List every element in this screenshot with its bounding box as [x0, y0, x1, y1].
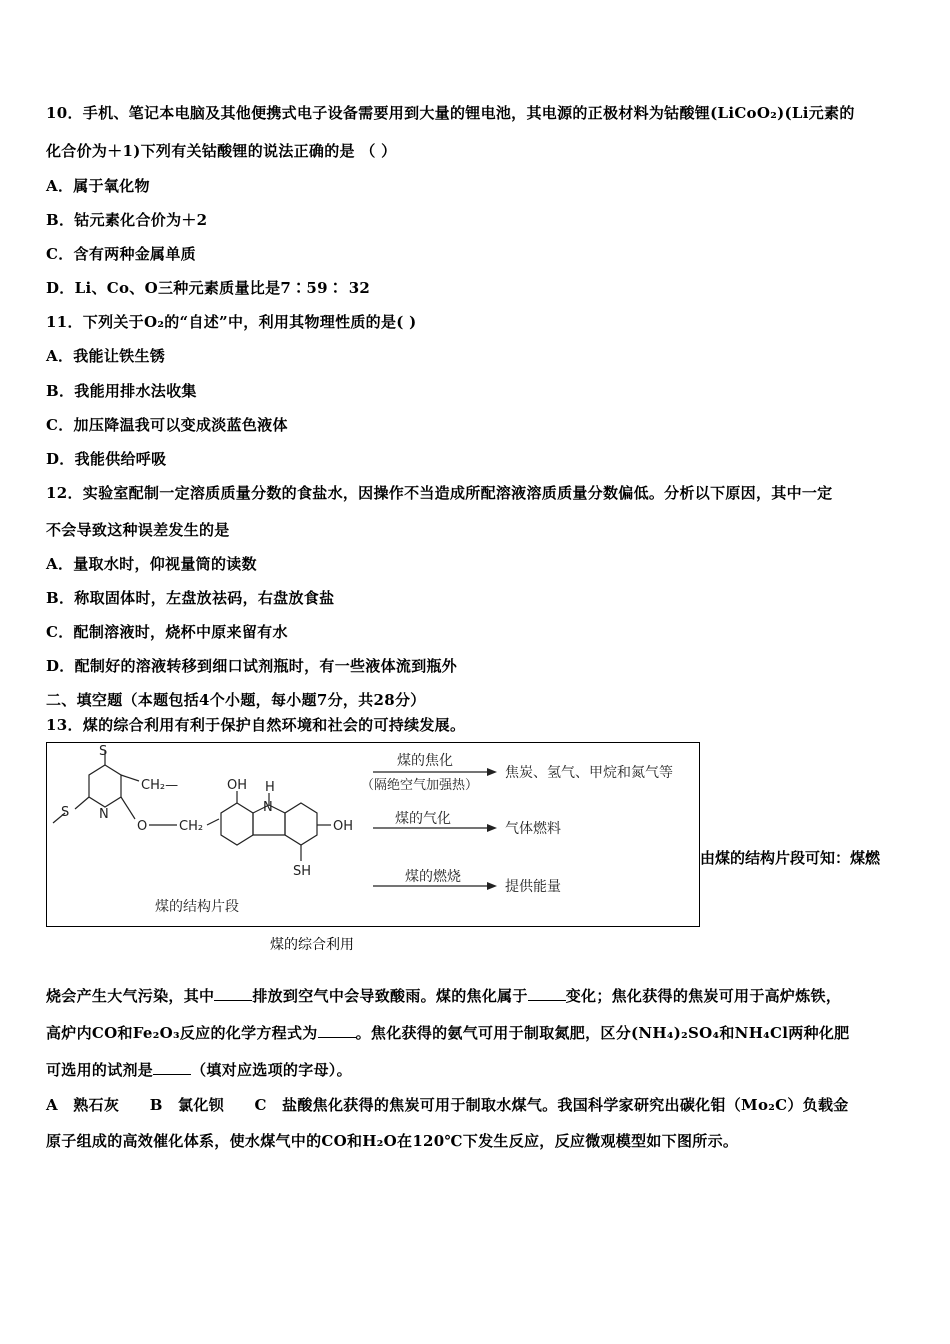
coal-structure-diagram: [47, 743, 699, 926]
q12-option-a: A．量取水时，仰视量筒的读数: [46, 555, 257, 573]
section-heading: 二、填空题（本题包括4个小题，每小题7分，共28分）: [46, 691, 426, 709]
arrow2-label: 煤的气化: [395, 811, 451, 827]
arrow1-condition: （隔绝空气加强热）: [361, 778, 479, 793]
q11-option-b: B．我能用排水法收集: [46, 382, 197, 400]
carbazole-right-ring: [285, 803, 317, 845]
q12-option-b: B．称取固体时，左盘放祛码，右盘放食盐: [46, 589, 335, 607]
coal-utilization-figure: [46, 742, 700, 927]
atom-ch2-link: CH₂: [179, 819, 204, 834]
q13-para-line5: 原子组成的高效催化体系，使水煤气中的CO和H₂O在120℃下发生反应，反应微观模型如下图所示。: [46, 1132, 739, 1150]
q13-text: 烧会产生大气污染，其中: [46, 987, 215, 1005]
atom-n-ring: N: [99, 807, 109, 822]
atom-o-link: O: [137, 819, 148, 834]
carbazole-left-ring: [221, 803, 253, 845]
q10-option-c: C．含有两种金属单质: [46, 245, 196, 263]
q13-text: 高炉内CO和Fe₂O₃反应的化学方程式为: [46, 1024, 318, 1042]
q13-text: 变化；焦化获得的焦炭可用于高炉炼铁，: [565, 987, 842, 1005]
arrow3-label: 煤的燃烧: [405, 869, 461, 885]
answer-blank-4[interactable]: [153, 1062, 191, 1075]
product2: 气体燃料: [505, 821, 561, 837]
atom-oh-1: OH: [227, 778, 248, 793]
arrow1-label: 煤的焦化: [397, 753, 453, 769]
q13-text: （填对应选项的字母）。: [191, 1061, 352, 1079]
atom-sh: SH: [293, 864, 312, 879]
arrow3-head: [487, 882, 497, 890]
q13-para-line1: [46, 985, 841, 1006]
arrow2-head: [487, 824, 497, 832]
arrow1-head: [487, 768, 497, 776]
q12-option-c: C．配制溶液时，烧杯中原来留有水: [46, 623, 288, 641]
answer-blank-3[interactable]: [318, 1025, 356, 1038]
atom-s-top: S: [99, 744, 108, 759]
q13-side-text: 由煤的结构片段可知：煤燃: [700, 849, 881, 867]
q10-stem-line2: 化合价为＋1)下列有关钴酸锂的说法正确的是 （ ）: [46, 142, 397, 160]
q10-option-d: D．Li、Co、O三种元素质量比是7∶59∶ 32: [46, 279, 371, 297]
answer-blank-2[interactable]: [528, 988, 566, 1001]
q13-para-line2: [46, 1022, 849, 1043]
atom-oh-2: OH: [333, 819, 354, 834]
q13-text: 可选用的试剂是: [46, 1061, 154, 1079]
q13-para-line4: A 熟石灰 B 氯化钡 C 盐酸焦化获得的焦炭可用于制取水煤气。我国科学家研究出碳化钼（Mo₂C）负载金: [46, 1096, 849, 1114]
q10-option-a: A．属于氧化物: [46, 177, 150, 195]
q13-para-line3: [46, 1059, 352, 1080]
q10-option-b: B．钴元素化合价为＋2: [46, 211, 208, 229]
product3: 提供能量: [505, 879, 561, 895]
q13-stem: 13．煤的综合利用有利于保护自然环境和社会的可持续发展。: [46, 716, 466, 734]
atom-nh-n: N: [263, 800, 273, 815]
atom-ch2-top: CH₂—: [141, 778, 179, 793]
q11-stem: 11．下列关于O₂的“自述”中，利用其物理性质的是( ): [46, 313, 417, 331]
pyridine-ring: [89, 765, 121, 807]
q12-option-d: D．配制好的溶液转移到细口试剂瓶时，有一些液体流到瓶外: [46, 657, 458, 675]
product1: 焦炭、氢气、甲烷和氮气等: [505, 765, 673, 781]
q11-option-c: C．加压降温我可以变成淡蓝色液体: [46, 416, 288, 434]
q13-text: 排放到空气中会导致酸雨。煤的焦化属于: [252, 987, 528, 1005]
q11-option-a: A．我能让铁生锈: [46, 347, 166, 365]
atom-s-left: S: [61, 805, 70, 820]
answer-blank-1[interactable]: [214, 988, 252, 1001]
q10-stem-line1: 10．手机、笔记本电脑及其他便携式电子设备需要用到大量的锂电池，其电源的正极材料为钴酸锂(LiCoO₂)(Li元素的: [46, 104, 855, 122]
structure-label: 煤的结构片段: [155, 899, 239, 915]
q11-option-d: D．我能供给呼吸: [46, 450, 167, 468]
figure-caption: 煤的综合利用: [270, 937, 354, 953]
atom-nh-h: H: [265, 780, 275, 795]
q12-stem-line2: 不会导致这种误差发生的是: [46, 521, 230, 539]
q12-stem-line1: 12．实验室配制一定溶质质量分数的食盐水，因操作不当造成所配溶液溶质质量分数偏低。分析以下原因，其中一定: [46, 484, 833, 502]
q13-text: 。焦化获得的氨气可用于制取氮肥，区分(NH₄)₂SO₄和NH₄Cl两种化肥: [355, 1024, 850, 1042]
